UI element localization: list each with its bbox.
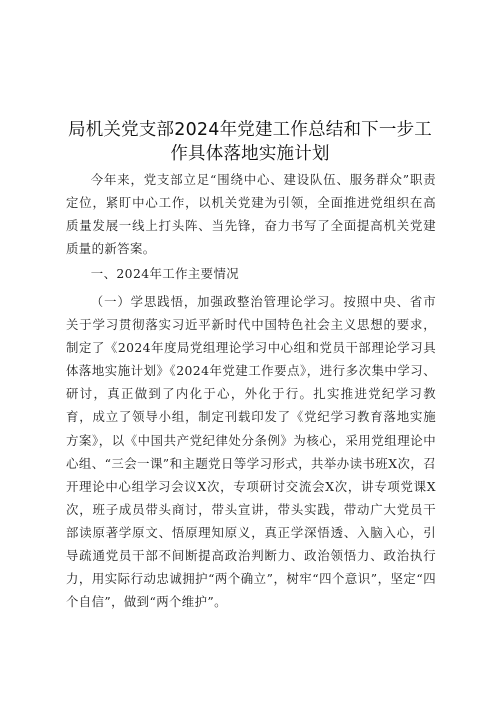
- title-line-1: 局机关党支部2024年党建工作总结和下一步工: [68, 120, 432, 140]
- intro-paragraph: 今年来，党支部立足“围绕中心、建设队伍、服务群众”职责定位，紧盯中心工作，以机关党建为引领，全面推进党组织在高质量发展一线上打头阵、当先锋，奋力书写了全面提高机关党建质量的新答案。: [66, 172, 436, 257]
- section-heading: 一、2024年工作主要情况: [90, 266, 240, 281]
- title-line-2: 作具体落地实施计划: [170, 144, 330, 164]
- document-title: [40, 118, 460, 166]
- section-paragraph: （一）学思践悟，加强政整治管理论学习。按照中央、省市关于学习贯彻落实习近平新时代中国特色社会主义思想的要求，制定了《2024年度局党组理论学习中心组和党员干部理论学习具体落地实施计划》《2024年党建工作要点》，进行多次集中学习、研讨，真正做到了内化于心，外化于行。扎实推进党纪学习教育，成立了领导小组，制定刊载印发了《党纪学习教育落地实施方案》，以《中国共产党纪律处分条例》为核心，采用党组理论中心组、“三会一课”和主题党日等学习形式，共举办读书班X次，召开理论中心组学习会议X次，专项研讨交流会X次，讲专项党课X次，班子成员带头商讨，带头宣讲，带头实践，带动广大党员干部读原著学原文、悟原理知原义，真正学深悟透、入脑入心，引导疏通党员干部不间断提高政治判断力、政治领悟力、政治执行力，用实际行动忠诚拥护“两个确立”，树牢“四个意识”，坚定“四个自信”，做到“两个维护”。: [66, 294, 436, 610]
